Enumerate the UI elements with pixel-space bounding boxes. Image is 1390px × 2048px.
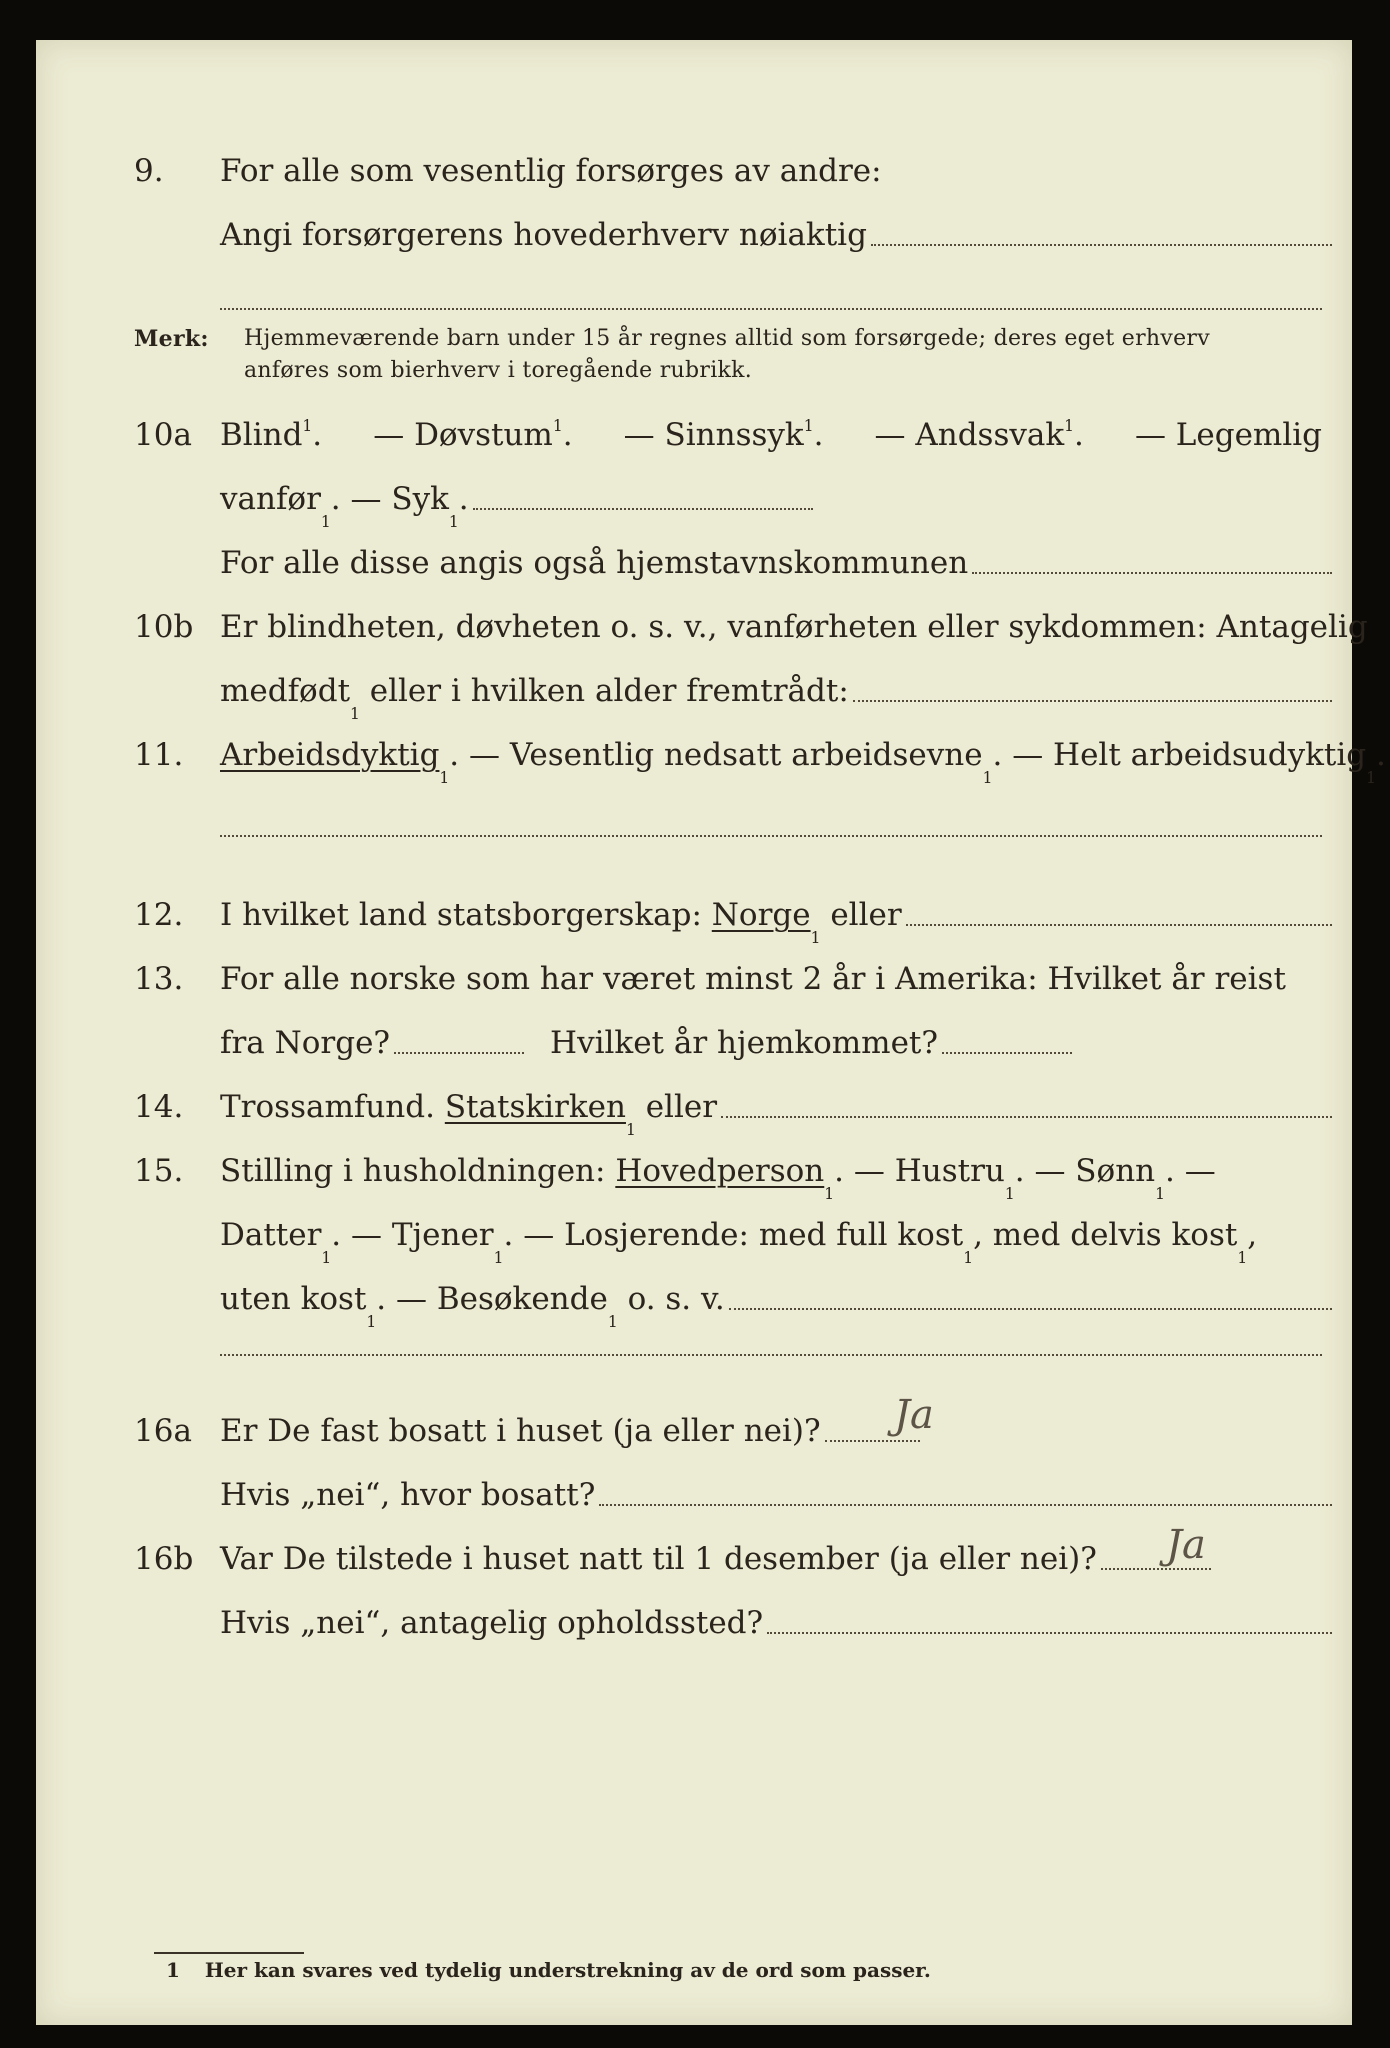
q15-osv: o. s. v. — [617, 1281, 725, 1317]
q15-row2: Datter 1 . — Tjener 1 . — Losjerende: med full kost 1 , med delvis kost 1 , — [36, 1212, 1352, 1258]
q12-eller: eller — [820, 897, 902, 933]
q13-row2 — [36, 1020, 1352, 1066]
q15-delvis-kost[interactable]: , med delvis kost — [973, 1217, 1238, 1253]
q16a-row — [36, 1408, 1352, 1454]
q16b-answer-line[interactable] — [1101, 1568, 1211, 1570]
q14-answer-line[interactable] — [721, 1116, 1332, 1118]
q9-line1: For alle som vesentlig forsørges av andre: — [220, 153, 882, 189]
q16b-question: Var De tilstede i huset natt til 1 desember (ja eller nei)? — [220, 1541, 1097, 1577]
q15-stilling: Stilling i husholdningen: — [220, 1153, 616, 1189]
merk-line1: Hjemmeværende barn under 15 år regnes alltid som forsørgede; deres eget erhverv — [244, 326, 1210, 351]
footnote-text: Her kan svares ved tydelig understrekning av de ord som passer. — [204, 1958, 931, 1982]
q16b-row2 — [36, 1600, 1352, 1646]
q12-answer-line[interactable] — [906, 924, 1332, 926]
merk-label: Merk: — [134, 326, 209, 352]
q13-number: 13. — [134, 961, 184, 997]
footnote-mark: 1 — [166, 1958, 180, 1982]
footnote-rule — [154, 1952, 304, 1954]
q12-number: 12. — [134, 897, 184, 933]
q13-fra-norge: fra Norge? — [220, 1025, 391, 1061]
q11-row: 11. Arbeidsdyktig 1 . — Vesentlig nedsatt arbeidsevne 1 . — Helt arbeidsudyktig 1 . — [36, 732, 1352, 778]
q15-datter[interactable]: Datter — [220, 1217, 322, 1253]
q10b-alder: eller i hvilken alder fremtrådt: — [359, 673, 849, 709]
q14-statskirken[interactable]: Statskirken — [444, 1089, 626, 1125]
q15-row: 15. Stilling i husholdningen: Hovedperson 1 . — Hustru 1 . — Sønn 1 . — — [36, 1148, 1352, 1194]
q9-line2: Angi forsørgerens hovederhverv nøiaktig — [220, 217, 867, 253]
q14-number: 14. — [134, 1089, 184, 1125]
q13-hjemkommet: Hvilket år hjemkommet? — [550, 1025, 939, 1061]
q10a-syk: — Syk — [350, 481, 449, 517]
q15-besokende[interactable]: — Besøkende — [386, 1281, 608, 1317]
q15-tjener[interactable]: — Tjener — [341, 1217, 494, 1253]
q10a-legemlig: — Legemlig — [1134, 417, 1322, 453]
q16a-question: Er De fast bosatt i huset (ja eller nei)? — [220, 1413, 821, 1449]
q10b-row2: medfødt 1 eller i hvilken alder fremtrådt: — [36, 668, 1352, 714]
q10b-line1: Er blindheten, døvheten o. s. v., vanførheten eller sykdommen: Antagelig — [220, 609, 1368, 645]
q10b-medfodt: medfødt — [220, 673, 351, 709]
q13-reist-line[interactable] — [394, 1052, 524, 1054]
q10a-row2: vanfør 1 . — Syk 1 . — [36, 476, 1352, 522]
q14-row: 14. Trossamfund. Statskirken 1 eller — [36, 1084, 1352, 1130]
q11-nedsatt[interactable]: — Vesentlig nedsatt arbeidsevne — [459, 737, 983, 773]
q15-uten-kost[interactable]: uten kost — [220, 1281, 367, 1317]
q16a-row2 — [36, 1472, 1352, 1518]
q11-number: 11. — [134, 737, 184, 773]
q10a-row3 — [36, 540, 1352, 586]
q10a-dovstum: — Døvstum — [373, 417, 553, 453]
q10a-blind: Blind — [220, 417, 303, 453]
q10a-syk-line[interactable] — [473, 508, 813, 510]
q12-row: 12. I hvilket land statsborgerskap: Norge 1 eller — [36, 892, 1352, 938]
q15-hovedperson[interactable]: Hovedperson — [615, 1153, 825, 1189]
q9-blank-line[interactable] — [220, 308, 1322, 310]
q10a-hjemstavn: For alle disse angis også hjemstavnskommunen — [220, 545, 969, 581]
q15-hustru[interactable]: — Hustru — [844, 1153, 1005, 1189]
q10b-number: 10b — [134, 609, 194, 645]
q10a-vanfor: vanfør — [220, 481, 321, 517]
q12-text: I hvilket land statsborgerskap: — [220, 897, 712, 933]
q16a-handwritten-answer: Ja — [894, 1392, 934, 1438]
q10b-answer-line[interactable] — [853, 700, 1332, 702]
q14-eller: eller — [635, 1089, 718, 1125]
q10a-hjemstavn-line[interactable] — [972, 572, 1332, 574]
q9-answer-line[interactable] — [871, 244, 1332, 246]
q11-arbeidsdyktig[interactable]: Arbeidsdyktig — [220, 737, 440, 773]
merk-line2: anføres som bierhverv i toregående rubrikk. — [244, 358, 753, 383]
footnote — [166, 1958, 931, 1982]
q13-line1: For alle norske som har været minst 2 år i Amerika: Hvilket år reist — [220, 961, 1286, 997]
census-form-page — [36, 40, 1386, 2025]
q15-answer-line[interactable] — [729, 1308, 1332, 1310]
q10a-row: 10a Blind$^1$. — Døvstum$^1$. — Sinnssyk$^1$. — Andssvak$^1$. — Legemlig — [36, 412, 1352, 458]
q16a-hvis-nei: Hvis „nei“, hvor bosatt? — [220, 1477, 596, 1513]
q16b-row — [36, 1536, 1352, 1582]
q16b-number: 16b — [134, 1541, 194, 1577]
q16a-answer-line[interactable] — [825, 1440, 920, 1442]
q15-number: 15. — [134, 1153, 184, 1189]
q15-sonn[interactable]: — Sønn — [1024, 1153, 1156, 1189]
q10a-sinnssyk: — Sinnssyk — [623, 417, 804, 453]
q13-hjemkommet-line[interactable] — [942, 1052, 1072, 1054]
q10a-number: 10a — [134, 417, 192, 453]
q15-blank-line[interactable] — [220, 1354, 1322, 1356]
q10b-row — [36, 604, 1368, 650]
q15-row3: uten kost 1 . — Besøkende 1 o. s. v. — [36, 1276, 1352, 1322]
q16a-number: 16a — [134, 1413, 192, 1449]
q14-text: Trossamfund. — [220, 1089, 445, 1125]
q9-row2 — [36, 212, 1352, 258]
q13-row — [36, 956, 1352, 1002]
q16a-bosatt-line[interactable] — [599, 1504, 1332, 1506]
q10a-andssvak: — Andssvak — [874, 417, 1065, 453]
q11-blank-line[interactable] — [220, 835, 1322, 837]
q11-udyktig[interactable]: — Helt arbeidsudyktig — [1002, 737, 1367, 773]
q9-number: 9. — [134, 153, 164, 189]
q16b-handwritten-answer: Ja — [1166, 1522, 1206, 1568]
q15-dash: — — [1174, 1153, 1216, 1189]
q16b-opholdssted-line[interactable] — [767, 1632, 1332, 1634]
q9-row — [36, 148, 1352, 194]
q12-norge[interactable]: Norge — [711, 897, 811, 933]
q15-full-kost[interactable]: — Losjerende: med full kost — [513, 1217, 964, 1253]
q16b-hvis-nei: Hvis „nei“, antagelig opholdssted? — [220, 1605, 764, 1641]
